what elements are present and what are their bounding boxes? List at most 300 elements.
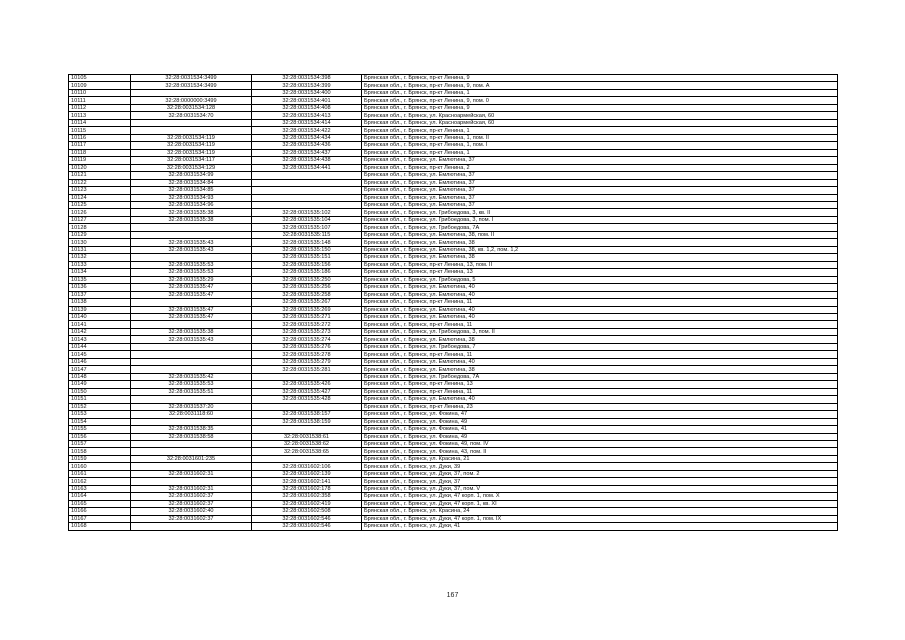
table-row — [69, 209, 838, 216]
land-parcel-number-cell: 32:28:0031535:38 — [131, 328, 252, 335]
land-parcel-number-cell: 32:28:0031534:99 — [131, 172, 252, 179]
land-parcel-number-cell: 32:28:0031118:60 — [131, 411, 252, 418]
table-row — [69, 455, 838, 462]
row-number-cell: 10135 — [69, 276, 131, 283]
address-cell: Брянская обл., г. Брянск, ул. Емлютина, 40 — [362, 358, 838, 365]
address-cell: Брянская обл., г. Брянск, пр-кт Ленина, 1 — [362, 149, 838, 156]
address-cell: Брянская обл., г. Брянск, ул. Красноармейская, 60 — [362, 112, 838, 119]
address-cell: Брянская обл., г. Брянск, ул. Емлютина, 38 — [362, 336, 838, 343]
table-row — [69, 172, 838, 179]
table-row — [69, 97, 838, 104]
row-number-cell: 10144 — [69, 343, 131, 350]
address-cell: Брянская обл., г. Брянск, ул. Фокина, 47 — [362, 411, 838, 418]
object-number-cell — [252, 426, 362, 433]
address-cell: Брянская обл., г. Брянск, ул. Дуки, 47 корп. 1, пом. X — [362, 493, 838, 500]
row-number-cell: 10139 — [69, 306, 131, 313]
land-parcel-number-cell: 32:28:0031535:42 — [131, 373, 252, 380]
object-number-cell — [252, 187, 362, 194]
row-number-cell: 10121 — [69, 172, 131, 179]
object-number-cell: 32:28:0031602:178 — [252, 485, 362, 492]
row-number-cell: 10152 — [69, 403, 131, 410]
object-number-cell: 32:28:0031535:186 — [252, 269, 362, 276]
row-number-cell: 10154 — [69, 418, 131, 425]
object-number-cell: 32:28:0031535:272 — [252, 321, 362, 328]
row-number-cell: 10134 — [69, 269, 131, 276]
address-cell: Брянская обл., г. Брянск, ул. Фокина, 49 — [362, 433, 838, 440]
cadastral-register-table — [68, 74, 838, 531]
land-parcel-number-cell: 32:28:0031534:70 — [131, 112, 252, 119]
row-number-cell: 10105 — [69, 75, 131, 82]
table-row — [69, 239, 838, 246]
table-row — [69, 508, 838, 515]
table-row — [69, 89, 838, 96]
table-row — [69, 269, 838, 276]
address-cell: Брянская обл., г. Брянск, ул. Грибоедова, 3, пом. I — [362, 216, 838, 223]
object-number-cell: 32:28:0031535:274 — [252, 336, 362, 343]
row-number-cell: 10110 — [69, 89, 131, 96]
address-cell: Брянская обл., г. Брянск, ул. Дуки, 47 корп. 1, пом. IX — [362, 515, 838, 522]
row-number-cell: 10113 — [69, 112, 131, 119]
object-number-cell: 32:28:0031534:414 — [252, 119, 362, 126]
address-cell: Брянская обл., г. Брянск, ул. Фокина, 49, пом. IV — [362, 440, 838, 447]
row-number-cell: 10156 — [69, 433, 131, 440]
address-cell: Брянская обл., г. Брянск, ул. Емлютина, 40 — [362, 314, 838, 321]
object-number-cell: 32:28:0031602:546 — [252, 523, 362, 530]
object-number-cell: 32:28:0031534:399 — [252, 82, 362, 89]
table-row — [69, 254, 838, 261]
land-parcel-number-cell: 32:28:0031535:47 — [131, 314, 252, 321]
object-number-cell: 32:28:0031535:276 — [252, 343, 362, 350]
address-cell: Брянская обл., г. Брянск, пр-кт Ленина, 11 — [362, 299, 838, 306]
row-number-cell: 10147 — [69, 366, 131, 373]
object-number-cell: 32:28:0031535:427 — [252, 388, 362, 395]
land-parcel-number-cell: 32:28:0031535:29 — [131, 276, 252, 283]
object-number-cell: 32:28:0031535:428 — [252, 396, 362, 403]
table-row — [69, 411, 838, 418]
object-number-cell — [252, 179, 362, 186]
land-parcel-number-cell — [131, 440, 252, 447]
land-parcel-number-cell: 32:28:0031534:3499 — [131, 75, 252, 82]
row-number-cell: 10115 — [69, 127, 131, 134]
table-row — [69, 433, 838, 440]
address-cell: Брянская обл., г. Брянск, пр-кт Ленина, 1 — [362, 89, 838, 96]
object-number-cell: 32:28:0031602:358 — [252, 493, 362, 500]
table-row — [69, 104, 838, 111]
object-number-cell — [252, 373, 362, 380]
table-row — [69, 306, 838, 313]
land-parcel-number-cell — [131, 254, 252, 261]
row-number-cell: 10159 — [69, 455, 131, 462]
land-parcel-number-cell: 32:28:0031534:128 — [131, 104, 252, 111]
address-cell: Брянская обл., г. Брянск, ул. Красина, 24 — [362, 508, 838, 515]
row-number-cell: 10132 — [69, 254, 131, 261]
land-parcel-number-cell: 32:28:0031538:58 — [131, 433, 252, 440]
object-number-cell: 32:28:0031535:148 — [252, 239, 362, 246]
address-cell: Брянская обл., г. Брянск, ул. Емлютина, 38, кв. 1,2, пом. 1,2 — [362, 246, 838, 253]
table-row — [69, 224, 838, 231]
land-parcel-number-cell: 32:28:0031535:53 — [131, 381, 252, 388]
land-parcel-number-cell: 32:28:0031534:119 — [131, 134, 252, 141]
land-parcel-number-cell: 32:28:0031534:119 — [131, 149, 252, 156]
address-cell: Брянская обл., г. Брянск, ул. Емлютина, 37 — [362, 194, 838, 201]
object-number-cell: 32:28:0031538:159 — [252, 418, 362, 425]
table-row — [69, 157, 838, 164]
row-number-cell: 10146 — [69, 358, 131, 365]
table-row — [69, 194, 838, 201]
land-parcel-number-cell — [131, 89, 252, 96]
address-cell: Брянская обл., г. Брянск, ул. Дуки, 37, пом. V — [362, 485, 838, 492]
table-row — [69, 284, 838, 291]
row-number-cell: 10122 — [69, 179, 131, 186]
object-number-cell: 32:28:0031602:141 — [252, 478, 362, 485]
object-number-cell: 32:28:0031535:281 — [252, 366, 362, 373]
address-cell: Брянская обл., г. Брянск, ул. Фокина, 49 — [362, 418, 838, 425]
land-parcel-number-cell: 32:28:0031534:85 — [131, 187, 252, 194]
land-parcel-number-cell: 32:28:0031534:119 — [131, 142, 252, 149]
address-cell: Брянская обл., г. Брянск, ул. Емлютина, 38 — [362, 239, 838, 246]
table-row — [69, 119, 838, 126]
object-number-cell: 32:28:0031535:271 — [252, 314, 362, 321]
address-cell: Брянская обл., г. Брянск, ул. Фокина, 41 — [362, 426, 838, 433]
table-row — [69, 82, 838, 89]
object-number-cell — [252, 201, 362, 208]
table-row — [69, 134, 838, 141]
table-row — [69, 373, 838, 380]
object-number-cell: 32:28:0031535:258 — [252, 291, 362, 298]
table-row — [69, 448, 838, 455]
object-number-cell: 32:28:0031535:267 — [252, 299, 362, 306]
address-cell: Брянская обл., г. Брянск, ул. Емлютина, 40 — [362, 396, 838, 403]
row-number-cell: 10140 — [69, 314, 131, 321]
land-parcel-number-cell: 32:28:0031535:47 — [131, 284, 252, 291]
land-parcel-number-cell — [131, 127, 252, 134]
table-row — [69, 463, 838, 470]
row-number-cell: 10133 — [69, 261, 131, 268]
row-number-cell: 10167 — [69, 515, 131, 522]
object-number-cell: 32:28:0031535:151 — [252, 254, 362, 261]
row-number-cell: 10119 — [69, 157, 131, 164]
row-number-cell: 10145 — [69, 351, 131, 358]
land-parcel-number-cell: 32:28:0031535:38 — [131, 209, 252, 216]
object-number-cell: 32:28:0031602:106 — [252, 463, 362, 470]
address-cell: Брянская обл., г. Брянск, ул. Емлютина, 40 — [362, 291, 838, 298]
address-cell: Брянская обл., г. Брянск, ул. Грибоедова, 7А — [362, 373, 838, 380]
object-number-cell: 32:28:0031534:441 — [252, 164, 362, 171]
address-cell: Брянская обл., г. Брянск, ул. Грибоедова, 7А — [362, 224, 838, 231]
table-row — [69, 351, 838, 358]
table-row — [69, 388, 838, 395]
land-parcel-number-cell — [131, 321, 252, 328]
address-cell: Брянская обл., г. Брянск, пр-кт Ленина, 9 — [362, 104, 838, 111]
row-number-cell: 10124 — [69, 194, 131, 201]
land-parcel-number-cell — [131, 231, 252, 238]
object-number-cell: 32:28:0031535:104 — [252, 216, 362, 223]
table-row — [69, 127, 838, 134]
object-number-cell: 32:28:0031602:508 — [252, 508, 362, 515]
object-number-cell: 32:28:0031535:256 — [252, 284, 362, 291]
address-cell: Брянская обл., г. Брянск, ул. Дуки, 37 — [362, 478, 838, 485]
object-number-cell: 32:28:0031535:102 — [252, 209, 362, 216]
table-row — [69, 75, 838, 82]
table-row — [69, 343, 838, 350]
land-parcel-number-cell: 32:28:0031602:37 — [131, 500, 252, 507]
table-row — [69, 276, 838, 283]
object-number-cell: 32:28:0031538:61 — [252, 433, 362, 440]
object-number-cell — [252, 403, 362, 410]
table-row — [69, 358, 838, 365]
land-parcel-number-cell: 32:28:0031535:53 — [131, 269, 252, 276]
land-parcel-number-cell — [131, 396, 252, 403]
object-number-cell: 32:28:0031602:139 — [252, 470, 362, 477]
address-cell: Брянская обл., г. Брянск, ул. Грибоедова, 7 — [362, 343, 838, 350]
row-number-cell: 10153 — [69, 411, 131, 418]
address-cell: Брянская обл., г. Брянск, пр-кт Ленина, 11 — [362, 351, 838, 358]
address-cell: Брянская обл., г. Брянск, пр-кт Ленина, 1, пом. I — [362, 142, 838, 149]
object-number-cell — [252, 194, 362, 201]
address-cell: Брянская обл., г. Брянск, ул. Емлютина, 40 — [362, 306, 838, 313]
land-parcel-number-cell: 32:28:0031538:35 — [131, 426, 252, 433]
object-number-cell: 32:28:0031535:107 — [252, 224, 362, 231]
table-row — [69, 314, 838, 321]
table-row — [69, 321, 838, 328]
land-parcel-number-cell — [131, 418, 252, 425]
land-parcel-number-cell: 32:28:0031535:43 — [131, 336, 252, 343]
object-number-cell: 32:28:0031534:422 — [252, 127, 362, 134]
row-number-cell: 10141 — [69, 321, 131, 328]
address-cell: Брянская обл., г. Брянск, ул. Емлютина, 38 — [362, 366, 838, 373]
row-number-cell: 10168 — [69, 523, 131, 530]
land-parcel-number-cell: 32:28:0031535:47 — [131, 291, 252, 298]
row-number-cell: 10151 — [69, 396, 131, 403]
address-cell: Брянская обл., г. Брянск, ул. Дуки, 41 — [362, 523, 838, 530]
row-number-cell: 10150 — [69, 388, 131, 395]
table-row — [69, 485, 838, 492]
row-number-cell: 10160 — [69, 463, 131, 470]
address-cell: Брянская обл., г. Брянск, пр-кт Ленина, 13 — [362, 269, 838, 276]
address-cell: Брянская обл., г. Брянск, ул. Емлютина, 37 — [362, 187, 838, 194]
object-number-cell: 32:28:0031534:401 — [252, 97, 362, 104]
land-parcel-number-cell: 32:28:0031535:43 — [131, 239, 252, 246]
row-number-cell: 10138 — [69, 299, 131, 306]
land-parcel-number-cell: 32:28:0031535:43 — [131, 246, 252, 253]
land-parcel-number-cell: 32:28:0031602:40 — [131, 508, 252, 515]
row-number-cell: 10117 — [69, 142, 131, 149]
address-cell: Брянская обл., г. Брянск, пр-кт Ленина, 13, пом. II — [362, 261, 838, 268]
land-parcel-number-cell: 32:28:0031534:129 — [131, 164, 252, 171]
land-parcel-number-cell: 32:28:0031601:235 — [131, 455, 252, 462]
row-number-cell: 10112 — [69, 104, 131, 111]
table-row — [69, 187, 838, 194]
land-parcel-number-cell: 32:28:0031602:37 — [131, 515, 252, 522]
row-number-cell: 10166 — [69, 508, 131, 515]
row-number-cell: 10149 — [69, 381, 131, 388]
land-parcel-number-cell — [131, 299, 252, 306]
page-number: 167 — [446, 592, 459, 599]
address-cell: Брянская обл., г. Брянск, ул. Дуки, 39 — [362, 463, 838, 470]
row-number-cell: 10164 — [69, 493, 131, 500]
address-cell: Брянская обл., г. Брянск, пр-кт Ленина, 2 — [362, 164, 838, 171]
table-row — [69, 201, 838, 208]
object-number-cell: 32:28:0031535:250 — [252, 276, 362, 283]
address-cell: Брянская обл., г. Брянск, пр-кт Ленина, 23 — [362, 403, 838, 410]
row-number-cell: 10120 — [69, 164, 131, 171]
row-number-cell: 10136 — [69, 284, 131, 291]
table-row — [69, 336, 838, 343]
table-row — [69, 500, 838, 507]
table-row — [69, 142, 838, 149]
table-row — [69, 470, 838, 477]
table-row — [69, 216, 838, 223]
address-cell: Брянская обл., г. Брянск, ул. Емлютина, 38 — [362, 254, 838, 261]
object-number-cell: 32:28:0031535:426 — [252, 381, 362, 388]
object-number-cell: 32:28:0031538:65 — [252, 448, 362, 455]
land-parcel-number-cell: 32:28:0031602:31 — [131, 470, 252, 477]
object-number-cell: 32:28:0031534:400 — [252, 89, 362, 96]
row-number-cell: 10162 — [69, 478, 131, 485]
land-parcel-number-cell — [131, 351, 252, 358]
row-number-cell: 10114 — [69, 119, 131, 126]
land-parcel-number-cell — [131, 358, 252, 365]
table-row — [69, 426, 838, 433]
table-row — [69, 396, 838, 403]
land-parcel-number-cell: 32:28:0031534:93 — [131, 194, 252, 201]
land-parcel-number-cell: 32:28:0031537:20 — [131, 403, 252, 410]
address-cell: Брянская обл., г. Брянск, ул. Дуки, 47 корп. 1, кв. XI — [362, 500, 838, 507]
object-number-cell: 32:28:0031535:273 — [252, 328, 362, 335]
land-parcel-number-cell: 32:28:0031602:31 — [131, 485, 252, 492]
address-cell: Брянская обл., г. Брянск, ул. Емлютина, 37 — [362, 179, 838, 186]
row-number-cell: 10127 — [69, 216, 131, 223]
object-number-cell: 32:28:0031534:438 — [252, 157, 362, 164]
row-number-cell: 10125 — [69, 201, 131, 208]
land-parcel-number-cell — [131, 523, 252, 530]
row-number-cell: 10130 — [69, 239, 131, 246]
table-row — [69, 261, 838, 268]
land-parcel-number-cell: 32:28:0031534:84 — [131, 179, 252, 186]
row-number-cell: 10131 — [69, 246, 131, 253]
table-row — [69, 523, 838, 530]
object-number-cell — [252, 172, 362, 179]
land-parcel-number-cell — [131, 224, 252, 231]
table-row — [69, 493, 838, 500]
table-row — [69, 299, 838, 306]
land-parcel-number-cell — [131, 448, 252, 455]
address-cell: Брянская обл., г. Брянск, ул. Емлютина, 40 — [362, 284, 838, 291]
address-cell: Брянская обл., г. Брянск, ул. Емлютина, 37 — [362, 201, 838, 208]
address-cell: Брянская обл., г. Брянск, ул. Емлютина, 37 — [362, 172, 838, 179]
land-parcel-number-cell: 32:28:0031534:3499 — [131, 82, 252, 89]
table-row — [69, 246, 838, 253]
row-number-cell: 10157 — [69, 440, 131, 447]
row-number-cell: 10161 — [69, 470, 131, 477]
table-row — [69, 403, 838, 410]
address-cell: Брянская обл., г. Брянск, пр-кт Ленина, 1 — [362, 127, 838, 134]
table-row — [69, 381, 838, 388]
object-number-cell: 32:28:0031535:279 — [252, 358, 362, 365]
object-number-cell: 32:28:0031602:546 — [252, 515, 362, 522]
row-number-cell: 10137 — [69, 291, 131, 298]
table-row — [69, 112, 838, 119]
address-cell: Брянская обл., г. Брянск, ул. Красина, 21 — [362, 455, 838, 462]
row-number-cell: 10129 — [69, 231, 131, 238]
object-number-cell: 32:28:0031602:419 — [252, 500, 362, 507]
address-cell: Брянская обл., г. Брянск, пр-кт Ленина, 9, пом. 0 — [362, 97, 838, 104]
land-parcel-number-cell: 32:28:0031602:37 — [131, 493, 252, 500]
address-cell: Брянская обл., г. Брянск, пр-кт Ленина, 11 — [362, 388, 838, 395]
object-number-cell: 32:28:0031535:269 — [252, 306, 362, 313]
row-number-cell: 10118 — [69, 149, 131, 156]
land-parcel-number-cell — [131, 366, 252, 373]
row-number-cell: 10163 — [69, 485, 131, 492]
address-cell: Брянская обл., г. Брянск, пр-кт Ленина, 1, пом. II — [362, 134, 838, 141]
table-row — [69, 291, 838, 298]
land-parcel-number-cell: 32:28:0031534:117 — [131, 157, 252, 164]
land-parcel-number-cell: 32:28:0031535:51 — [131, 388, 252, 395]
object-number-cell: 32:28:0031534:408 — [252, 104, 362, 111]
address-cell: Брянская обл., г. Брянск, ул. Грибоедова, 5 — [362, 276, 838, 283]
row-number-cell: 10148 — [69, 373, 131, 380]
land-parcel-number-cell: 32:28:0031535:53 — [131, 261, 252, 268]
table-row — [69, 515, 838, 522]
address-cell: Брянская обл., г. Брянск, пр-кт Ленина, 13 — [362, 381, 838, 388]
address-cell: Брянская обл., г. Брянск, ул. Емлютина, 37 — [362, 157, 838, 164]
row-number-cell: 10158 — [69, 448, 131, 455]
row-number-cell: 10123 — [69, 187, 131, 194]
land-parcel-number-cell: 32:28:0000000:3499 — [131, 97, 252, 104]
land-parcel-number-cell: 32:28:0031534:96 — [131, 201, 252, 208]
address-cell: Брянская обл., г. Брянск, ул. Красноармейская, 60 — [362, 119, 838, 126]
row-number-cell: 10155 — [69, 426, 131, 433]
land-parcel-number-cell — [131, 463, 252, 470]
land-parcel-number-cell — [131, 478, 252, 485]
object-number-cell: 32:28:0031538:62 — [252, 440, 362, 447]
row-number-cell: 10143 — [69, 336, 131, 343]
object-number-cell: 32:28:0031535:156 — [252, 261, 362, 268]
object-number-cell: 32:28:0031534:434 — [252, 134, 362, 141]
object-number-cell: 32:28:0031535:115 — [252, 231, 362, 238]
address-cell: Брянская обл., г. Брянск, пр-кт Ленина, 11 — [362, 321, 838, 328]
object-number-cell — [252, 455, 362, 462]
table-row — [69, 418, 838, 425]
object-number-cell: 32:28:0031535:150 — [252, 246, 362, 253]
object-number-cell: 32:28:0031535:278 — [252, 351, 362, 358]
table-body — [69, 75, 838, 531]
land-parcel-number-cell: 32:28:0031535:47 — [131, 306, 252, 313]
object-number-cell: 32:28:0031538:157 — [252, 411, 362, 418]
table-row — [69, 478, 838, 485]
land-parcel-number-cell — [131, 119, 252, 126]
address-cell: Брянская обл., г. Брянск, ул. Грибоедова, 3, кв. II — [362, 209, 838, 216]
address-cell: Брянская обл., г. Брянск, ул. Фокина, 43, пом. II — [362, 448, 838, 455]
row-number-cell: 10128 — [69, 224, 131, 231]
row-number-cell: 10126 — [69, 209, 131, 216]
table-row — [69, 231, 838, 238]
address-cell: Брянская обл., г. Брянск, пр-кт Ленина, 9, пом. А — [362, 82, 838, 89]
object-number-cell: 32:28:0031534:398 — [252, 75, 362, 82]
table-row — [69, 149, 838, 156]
object-number-cell: 32:28:0031534:437 — [252, 149, 362, 156]
row-number-cell: 10111 — [69, 97, 131, 104]
table-row — [69, 366, 838, 373]
land-parcel-number-cell: 32:28:0031535:38 — [131, 216, 252, 223]
land-parcel-number-cell — [131, 343, 252, 350]
table-row — [69, 328, 838, 335]
row-number-cell: 10116 — [69, 134, 131, 141]
row-number-cell: 10142 — [69, 328, 131, 335]
table-row — [69, 164, 838, 171]
row-number-cell: 10165 — [69, 500, 131, 507]
address-cell: Брянская обл., г. Брянск, ул. Емлютина, 38, пом. II — [362, 231, 838, 238]
